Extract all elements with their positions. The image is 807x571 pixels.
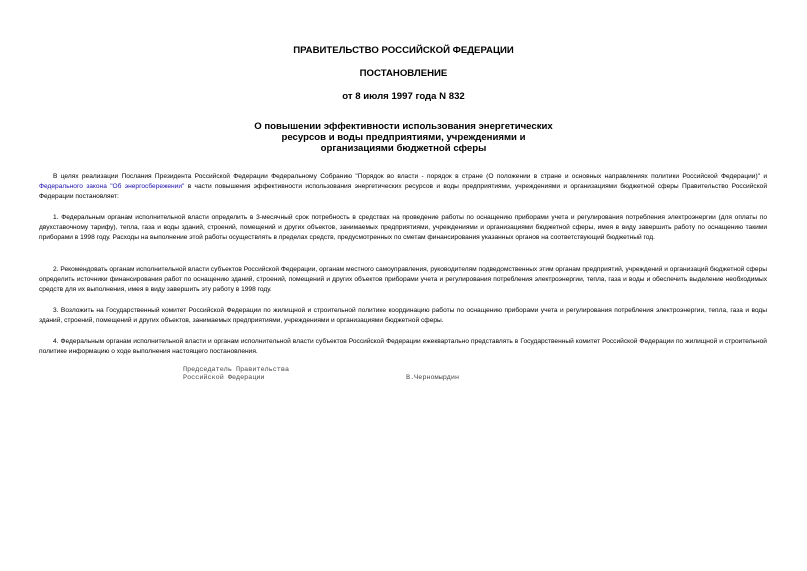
preamble-text-end: в части повышения эффективности использования энергетических ресурсов и воды предприятиями, учреждениями и организациями бюджетной сферы Правительство Российской Федерации постановляет:	[39, 183, 767, 200]
signatory-country: Российской Федерации	[183, 374, 265, 382]
document-type: ПОСТАНОВЛЕНИЕ	[359, 68, 448, 79]
document-title-line-2: ресурсов и воды предприятиями, учреждениями и	[281, 132, 526, 143]
preamble-text-start: В целях реализации Послания Президента Российской Федерации Федеральному Собранию "Порядок во власти - порядок в стране (О положении в стране и основных направлениях политики Российской Федерации)" и	[53, 173, 767, 180]
preamble-paragraph	[39, 172, 767, 202]
item-4-paragraph: 4. Федеральным органам исполнительной власти и органам исполнительной власти субъектов Российской Федерации ежеквартально представлять в Государственный комитет Российской Федерации по жилищной и строительной политике информацию о ходе выполнения настоящего постановления.	[39, 338, 767, 355]
date-number: от 8 июля 1997 года N 832	[342, 91, 465, 102]
document-title-line-1: О повышении эффективности использования энергетических	[254, 121, 553, 132]
item-2-paragraph: 2. Рекомендовать органам исполнительной власти субъектов Российской Федерации, органам местного самоуправления, руководителям подведомственных этим органам предприятий, учреждений и организаций бюджетной сферы определить источники финансирования работ по оснащению зданий, строений, помещений и других объектов приборами учета и регулирования потребления электроэнергии, тепла, газа и воды и обеспечить выделение необходимых средств для их выполнения, имея в виду завершить эту работу в 1998 году.	[39, 266, 767, 293]
federal-law-link[interactable]: Федерального закона "Об энергосбережении"	[39, 183, 185, 190]
signatory-title: Председатель Правительства	[183, 366, 290, 374]
issuer-heading: ПРАВИТЕЛЬСТВО РОССИЙСКОЙ ФЕДЕРАЦИИ	[293, 45, 514, 56]
signatory-name: В.Черномырдин	[406, 374, 460, 382]
document-title-line-3: организациями бюджетной сферы	[320, 143, 487, 154]
item-1-paragraph: 1. Федеральным органам исполнительной власти определить в 3-месячный срок потребность в средствах на проведение работы по оснащению приборами учета и регулирования потребления электроэнергии (для оплаты по двухставочному тарифу), тепла, газа и воды зданий, строений, помещений и других объектов, занимаемых предприятиями, учреждениями и организациями бюджетной сферы, имея в виду завершить работу по оснащению такими приборами в 1998 году. Расходы на выполнение этой работы осуществлять в пределах средств, предусмотренных по сметам финансирования указанных органов на соответствующий бюджетный год.	[39, 214, 767, 241]
item-3-paragraph: 3. Возложить на Государственный комитет Российской Федерации по жилищной и строительной политике координацию работы по оснащению приборами учета и регулирования потребления электроэнергии, тепла, газа и воды зданий, строений, помещений и других объектов, занимаемых предприятиями, учреждениями и организациями бюджетной сферы.	[39, 307, 767, 324]
